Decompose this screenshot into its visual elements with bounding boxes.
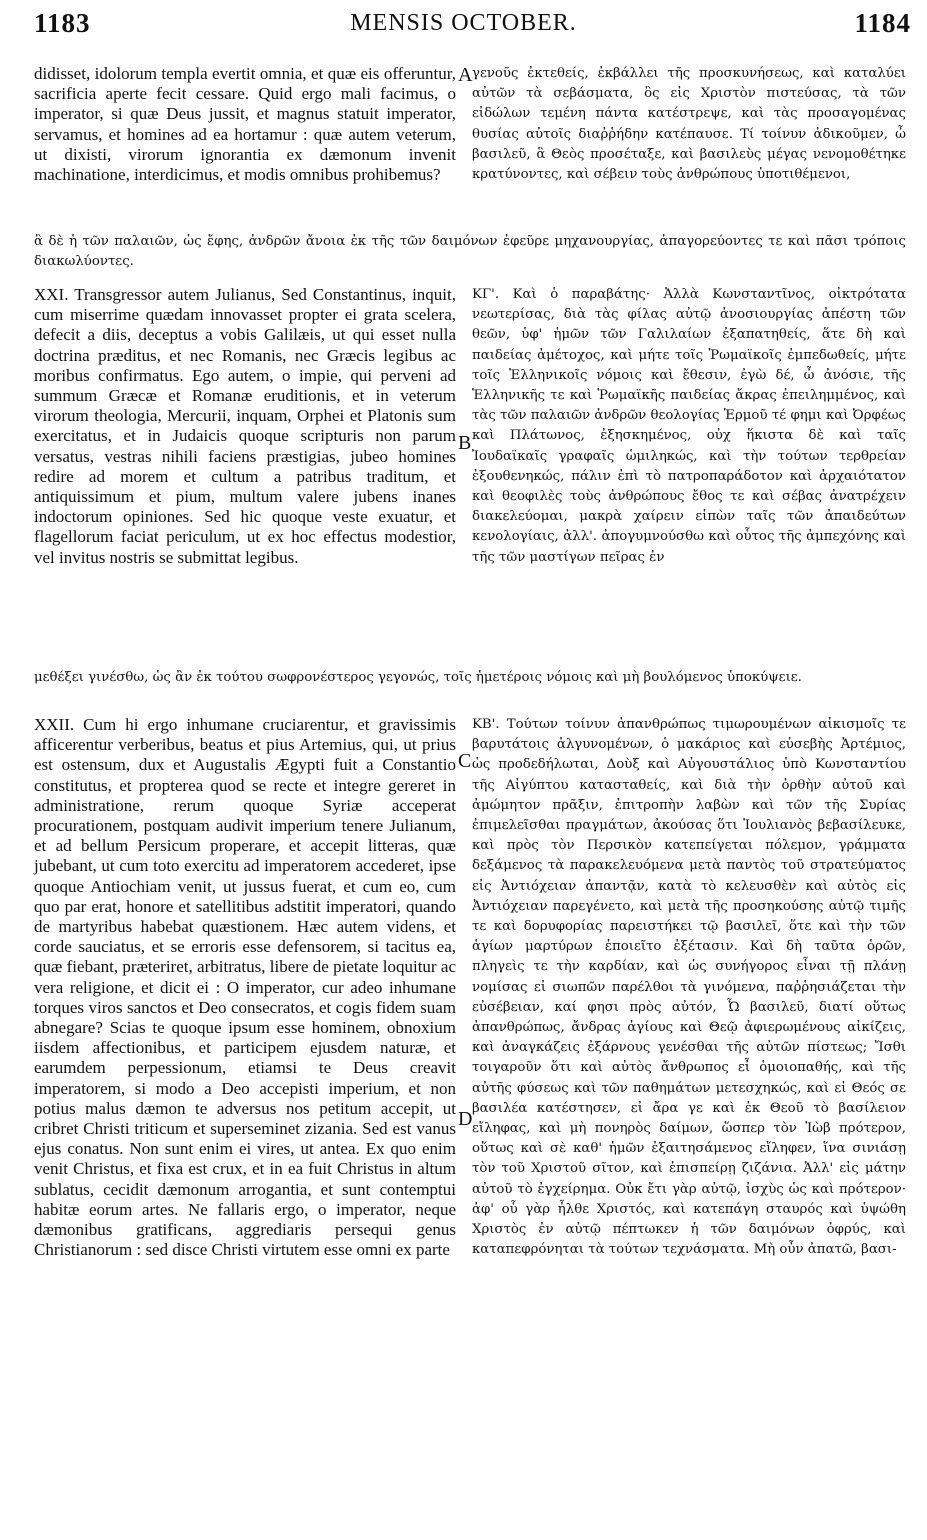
latin-paragraph: XXI. Transgressor autem Julianus, Sed Constantinus, inquit, cum miserrime quædam innovasset propter ei grata scelera, defecit a diis, deceptus a vobis Galilæis, ut qui esset nulla doctrina præditus, et nec Romanis, nec Græcis legibus ac moribus confirmatus. Ego autem, o impie, qui perveni ad summum Græcæ et Romanæ eruditionis, et in veterum virorum theologia, Mercurii, inquam, Orphei et Platonis sum exercitatus, et in Judaicis quoque scripturis non parum versatus, vestras nihili faciens præstigias, jubeo homines redire ad morem et cultum a patribus traditum, et antiquissimum et pium, multum valere jubens inanes indoctorum opiniones. Sed hic quoque veste exuatur, et flagellorum faciat periculum, ut ex hoc effectus modestior, vel invitus nostris se submittat legibus.: [34, 285, 456, 567]
right-page-number: 1184: [854, 8, 911, 38]
latin-paragraph: XXII. Cum hi ergo inhumane cruciarentur, et gravissimis afficerentur verberibus, beatus et pius Artemius, qui, ut prius est ostensum, dux et Augustalis Ægypti fuit a Constantio constitutus, et propterea quod se recte et integre gereret in administratione, rerum quoque Syriæ acceperat procurationem, postquam audivit imperium tenere Julianum, et ad bellum Persicum properare, et accepit litteras, quæ jubebant, ut cum toto exercitu ad imperatorem accederet, ipse quoque Antiochiam venit, ut jussus fuerat, et cum eo, cum quo par erat, honore et satellitibus adstitit imperatori, quando de martyribus habebat quæstionem. Hæc autem videns, et corde sauciatus, et se erroris esse defensorem, si tacitus ea, quæ fiebant, præteriret, arbitratus, libere de pietate loquitur ac vera religione, et dicit ei : O imperator, cur adeo inhumane torques viros sanctos et Deo consecratos, et cogis fidem suam abnegare? Scias te quoque ipsum esse hominem, obnoxium iisdem affectionibus, et participem ejusdem naturæ, et earumdem perpessionum, etiamsi te Deus creavit imperatorem, si modo a Deo accepisti imperium, et non potius malus dæmon te adversus nos petitum accepit, ut cribret Christi triticum et superseminet zizania. Sed est vanus ejus conatus. Non sunt enim ei vires, ut antea. Ex quo enim venit Christus, et fixa est crux, et in ea fuit Christus in altum sublatus, cecidit dæmonum arrogantia, et sunt contemptui habitæ eorum artes. Ne fallaris ergo, o imperator, neque dæmonibus gratificans, aggrediaris persequi genus Christianorum : sed disce Christi virtutem esse omni ex parte: [34, 715, 456, 1260]
greek-paragraph: γενοῦς ἐκτεθείς, ἐκβάλλει τῆς προσκυνήσεως, καὶ καταλύει αὐτῶν τὰ σεβάσματα, ὃς εἰς Χριστὸν πιστεύσας, τὰ τῶν εἰδώλων τεμένη πάντα κατέστρεψε, καὶ τὰς προσαγομένας θυσίας αὐτοῖς διαῤῥήδην κατέπαυσε. Τί τοίνυν ἀδικοῦμεν, ὦ βασιλεῦ, ἃ Θεὸς προσέταξε, καὶ βασιλεὺς μέγας νενομοθέτηκε κρατύνοντες, καὶ σέβειν τοὺς ἀνθρώπους ὑποτιθέμενοι,: [472, 66, 906, 183]
margin-marker-a: A: [458, 64, 473, 86]
greek-continuation: ἃ δὲ ἡ τῶν παλαιῶν, ὡς ἔφης, ἀνδρῶν ἄνοια ἐκ τῆς τῶν δαιμόνων ἐφεῦρε μηχανουργίας, ἀπαγορεύοντες τε καὶ πᾶσι τρόποις διακωλύοντες.: [34, 234, 906, 270]
greek-paragraph: ΚΓ'. Καὶ ὁ παραβάτης· Ἀλλὰ Κωνσταντῖνος, οἰκτρότατα νεωτερίσας, διὰ τὰς φίλας αὐτῷ ἀνοσιουργίας ἀπέστη τῶν θεῶν, ὑφ' ἡμῶν τῶν Γαλιλαίων ἐξαπατηθείς, ἅτε δὴ καὶ παιδείας ἀμέτοχος, καὶ μήτε τοῖς Ῥωμαϊκοῖς ἐμπεδωθείς, μήτε τοῖς Ἑλληνικοῖς νόμοις καὶ ἔθεσιν, ἐγὼ δέ, ὦ ἀνόσιε, τῆς Ἑλληνικῆς τε καὶ Ῥωμαϊκῆς παιδείας ἄκρας ἐπειλημμένος, καὶ τὰς τῶν παλαιῶν ἀνδρῶν θεολογίας Ἑρμοῦ τέ φημι καὶ Ὀρφέως καὶ Πλάτωνος, ἐξησκημένος, οὐχ ἥκιστα δὲ καὶ ταῖς Ἰουδαϊκαῖς γραφαῖς ὡμιληκώς, καὶ τὴν τούτων τερθρείαν ἐξουθενηκώς, πάλιν ἐπὶ τὸ πατροπαράδοτον καὶ ἀρχαιότατον καὶ θεοφιλὲς τοὺς ἀνθρώπους ἔθος τε καὶ σέβας ἀνατρέχειν διακελεύομαι, μακρὰ χαίρειν εἰπὼν ταῖς τῶν ἀπαιδεύτων κενολογίαις, ἀλλ'. ἀπογυμνούσθω καὶ οὗτος τῆς ἀμπεχόνης καὶ τῆς τῶν μαστίγων πεῖρας ἐν: [472, 287, 906, 565]
left-page-number: 1183: [34, 8, 91, 38]
greek-continuation-section-1: [34, 232, 906, 274]
greek-column-section-1: [472, 64, 906, 228]
running-header: [0, 8, 927, 48]
margin-marker-b: B: [458, 432, 472, 454]
margin-marker-d: D: [458, 1108, 473, 1130]
latin-column-section-2: [34, 285, 456, 665]
greek-paragraph: ΚΒ'. Τούτων τοίνυν ἀπανθρώπως τιμωρουμένων αἰκισμοῖς τε βαρυτάτοις ἀλγυνομένων, ὁ μακάριος καὶ εὐσεβὴς Ἀρτέμιος, ὡς προδεδήλωται, Δοὺξ καὶ Αὐγουστάλιος ὑπὸ Κωνσταντίου τῆς Αἰγύπτου κατασταθείς, καὶ διὰ τὴν ὀρθὴν αὐτοῦ καὶ ἀμώμητον πρᾶξιν, ἐπιτροπὴν λαβὼν καὶ τῶν τῆς Συρίας ἐπιμελεῖσθαι πραγμάτων, ἀκούσας ὅτι Ἰουλιανὸς βεβασίλευκε, καὶ πρὸς τὸν Περσικὸν κατεπείγεται πόλεμον, γράμματα δεξάμενος τὰ παρακελευόμενα μετὰ παντὸς τοῦ στρατεύματος εἰς Ἀντιόχειαν ἀπαντᾷν, κατὰ τὸ κελευσθὲν καὶ αὐτὸς εἰς Ἀντιόχειαν παρεγένετο, καὶ μετὰ τῆς προσηκούσης αὐτῷ τιμῆς τε καὶ δορυφορίας παρειστήκει τῷ βασιλεῖ, ὅτε καὶ τὴν τῶν ἁγίων μαρτύρων ἐποιεῖτο ἐξέτασιν. Καὶ δὴ ταῦτα ὁρῶν, πληγεὶς τε τὴν καρδίαν, καὶ ὡς συνήγορος εἶναι τῇ πλάνῃ νομίσας εἰ σιωπῶν παρέλθοι τὰ γινόμενα, παῤῥησιάζεται τὴν εὐσέβειαν, καί φησι πρὸς αὐτόν, Ὦ βασιλεῦ, διατί οὕτως ἀπανθρώπως, ἄνδρας ἁγίους καὶ Θεῷ ἀφιερωμένους αἰκίζεις, καὶ ἀναγκάζεις ἐξάρνους γενέσθαι τῆς αὐτῶν πίστεως; Ἴσθι τοιγαροῦν ὅτι καὶ αὐτὸς ἄνθρωπος εἶ ὁμοιοπαθής, καὶ τῆς αὐτῆς φύσεως καὶ τῶν παθημάτων μετεσχηκώς, καὶ εἰ Θεός σε βασιλέα κατέστησεν, εἰ ἄρα γε καὶ ἐκ Θεοῦ τὸ βασίλειον εἴληφας, καὶ μὴ πονηρὸς δαίμων, ὥσπερ τὸν Ἰὼβ πρότερον, οὕτως καὶ σὲ καθ' ἡμῶν ἐξαιτησάμενος εἴληφεν, ἵνα σινιάσῃ τὸν τοῦ Χριστοῦ σῖτον, καὶ ἐπισπείρῃ ζιζάνια. Ἀλλ' εἰς μάτην αὐτοῦ τὸ ἐγχείρημα. Οὐκ ἔτι γὰρ αὐτῷ, ἰσχὺς ὡς καὶ πρότερον· ἀφ' οὗ γὰρ ἦλθε Χριστός, καὶ κατεπάγη σταυρός καὶ ὑψώθη Χριστὸς ἐν αὐτῷ πέπτωκεν ἡ τῶν δαιμόνων ὀφρύς, καὶ καταπεφρόνηται τὰ τούτων τεχνάσματα. Μὴ οὖν ἀπατῶ, βασι-: [472, 717, 906, 1258]
margin-marker-c: C: [458, 750, 472, 772]
latin-column-section-1: [34, 64, 456, 228]
greek-continuation: μεθέξει γινέσθω, ὡς ἂν ἐκ τούτου σωφρονέστερος γεγονώς, τοῖς ἡμετέροις νόμοις καὶ μὴ βουλόμενος ὑποκύψειε.: [34, 670, 802, 685]
latin-paragraph: didisset, idolorum templa evertit omnia, et quæ eis offeruntur, sacrificia aperte fecit cessare. Quid ergo mali facimus, o imperator, si quæ Deus jussit, et magnus statuit imperator, servamus, et homines ad ea hortamur : quæ autem veterum, ut dixisti, virorum ignorantia ex dæmonum invenit machinatione, interdicimus, et modis omnibus prohibemus?: [34, 64, 456, 185]
latin-column-section-3: [34, 715, 456, 1527]
running-title: MENSIS OCTOBER.: [350, 10, 577, 36]
greek-column-section-3: [472, 715, 906, 1527]
greek-column-section-2: [472, 285, 906, 665]
greek-continuation-section-2: [34, 668, 906, 710]
